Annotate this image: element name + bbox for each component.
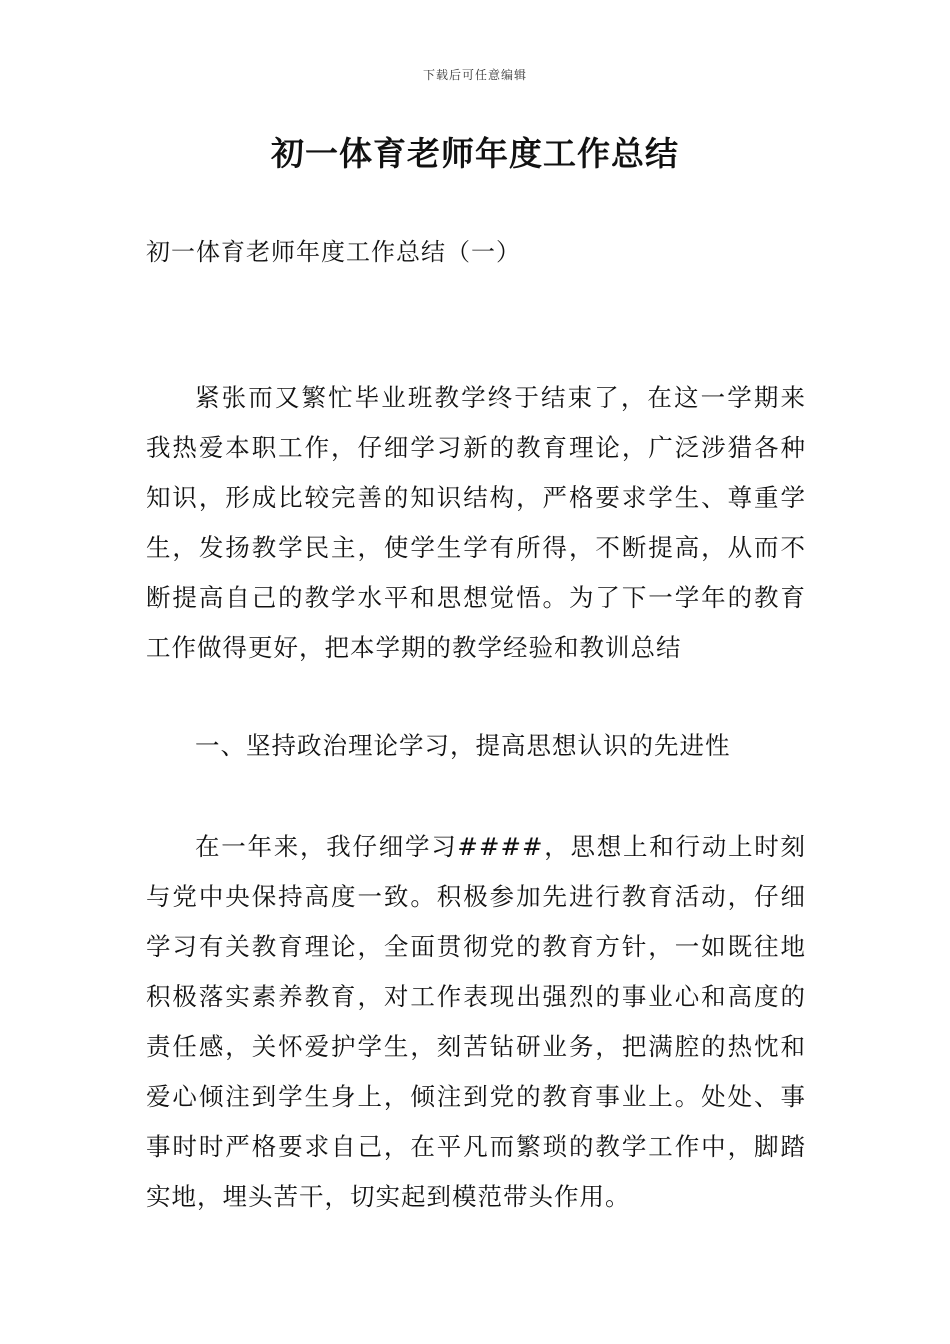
paragraph-intro: 紧张而又繁忙毕业班教学终于结束了，在这一学期来我热爱本职工作，仔细学习新的教育理论，广泛涉猎各种知识，形成比较完善的知识结构，严格要求学生、尊重学生，发扬教学民主，使学生学有所得，不断提高，从而不断提高自己的教学水平和思想觉悟。为了下一学年的教育工作做得更好，把本学期的教学经验和教训总结 [146, 383, 806, 662]
document-subtitle: 初一体育老师年度工作总结（一） [146, 238, 521, 266]
section-heading-1: 一、坚持政治理论学习，提高思想认识的先进性 [195, 731, 731, 760]
header-note: 下载后可任意编辑 [422, 68, 527, 82]
document-title: 初一体育老师年度工作总结 [271, 134, 679, 173]
paragraph-section-1: 在一年来，我仔细学习####，思想上和行动上时刻与党中央保持高度一致。积极参加先进行教育活动，仔细学习有关教育理论，全面贯彻党的教育方针，一如既往地积极落实素养教育，对工作表现出强烈的事业心和高度的责任感，关怀爱护学生，刻苦钻研业务，把满腔的热忱和爱心倾注到学生身上，倾注到党的教育事业上。处处、事事时时严格要求自己，在平凡而繁琐的教学工作中，脚踏实地，埋头苦干，切实起到模范带头作用。 [146, 832, 806, 1211]
